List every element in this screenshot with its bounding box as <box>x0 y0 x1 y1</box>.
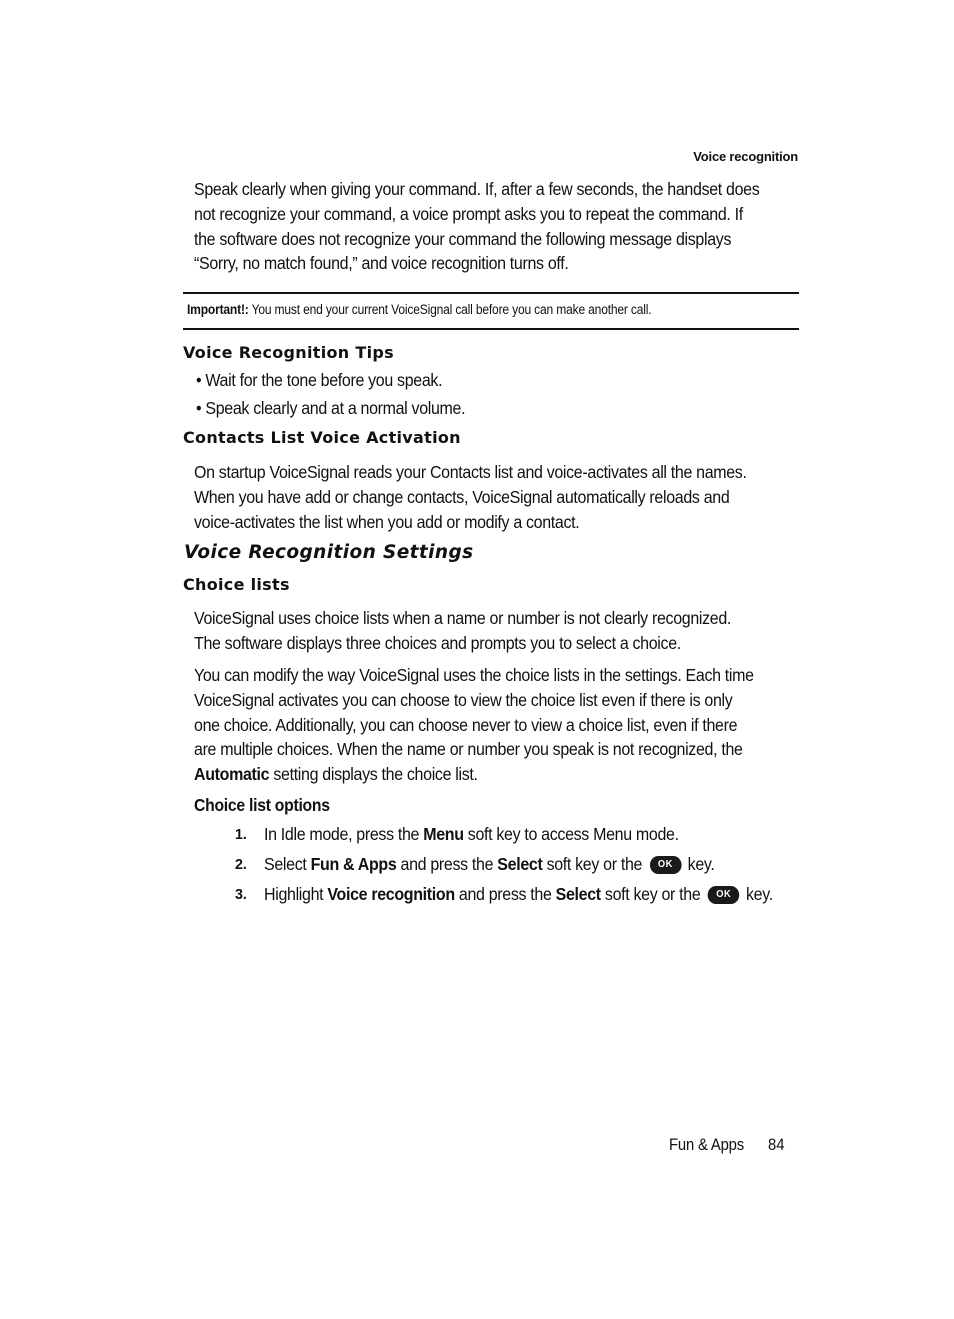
automatic-term: Automatic <box>194 764 270 785</box>
choice-list-options-heading: Choice list options <box>194 795 330 815</box>
step-number: 1. <box>235 826 247 843</box>
important-label: Important!: <box>187 302 249 317</box>
important-text: You must end your current VoiceSignal call before you can make another call. <box>248 302 652 317</box>
running-head: Voice recognition <box>693 149 798 164</box>
page-number: 84 <box>768 1136 785 1154</box>
step-text: Highlight Voice recognition and press the Select soft key or the OK key. <box>264 884 773 904</box>
step-number: 3. <box>235 886 247 903</box>
fun-apps-term: Fun & Apps <box>310 854 397 874</box>
select-term: Select <box>555 884 601 904</box>
important-note-text <box>187 302 651 317</box>
footer-section-name: Fun & Apps <box>669 1136 744 1154</box>
important-note <box>183 292 799 330</box>
settings-heading: Voice Recognition Settings <box>184 542 474 563</box>
ok-button-icon: OK <box>650 856 682 874</box>
tips-item: • Wait for the tone before you speak. <box>196 370 443 390</box>
choice-lists-paragraph-2: You can modify the way VoiceSignal uses the choice lists in the settings. Each time VoiceSignal activates you can choose to view the choice list even if there is only one choice. Additionally, you can choose never to view a choice list, even if there are multiple choices. When the name or number you speak is not recognized, the Automatic setting displays the choice list. <box>194 665 754 785</box>
contacts-heading: Contacts List Voice Activation <box>183 428 461 447</box>
choice-lists-heading: Choice lists <box>183 575 290 594</box>
step-number: 2. <box>235 856 247 873</box>
choice-lists-paragraph-1: VoiceSignal uses choice lists when a name or number is not clearly recognized. The software displays three choices and prompts you to select a choice. <box>194 608 732 653</box>
tips-item: • Speak clearly and at a normal volume. <box>196 398 466 418</box>
voice-recognition-term: Voice recognition <box>327 884 455 904</box>
menu-term: Menu <box>423 824 464 844</box>
ok-button-icon: OK <box>708 886 740 904</box>
contacts-paragraph: On startup VoiceSignal reads your Contacts list and voice-activates all the names. When you have add or change contacts, VoiceSignal automatically reloads and voice-activates the list when you add or modify a contact. <box>194 462 747 532</box>
select-term: Select <box>497 854 543 874</box>
step-text: Select Fun & Apps and press the Select soft key or the OK key. <box>264 854 715 874</box>
intro-paragraph: Speak clearly when giving your command. If, after a few seconds, the handset does not recognize your command, a voice prompt asks you to repeat the command. If the software does not recognize your command the following message displays “Sorry, no match found,” and voice recognition turns off. <box>194 179 760 274</box>
step-text: In Idle mode, press the Menu soft key to access Menu mode. <box>264 824 679 844</box>
tips-heading: Voice Recognition Tips <box>183 343 394 362</box>
